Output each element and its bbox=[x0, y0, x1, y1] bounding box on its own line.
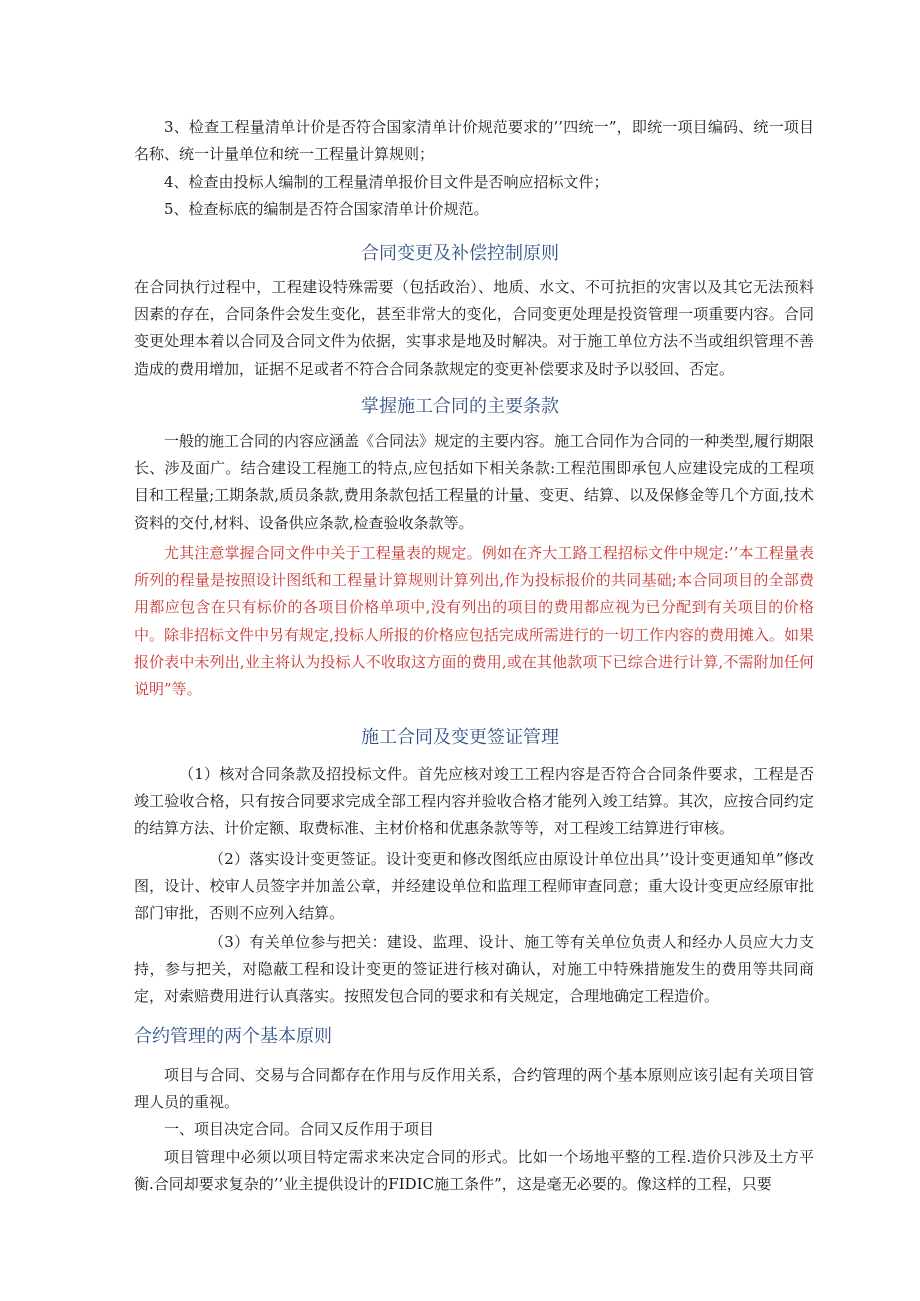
section-heading-main-clauses: 掌握施工合同的主要条款 bbox=[361, 396, 559, 417]
section-contract-change-body: 在合同执行过程中，工程建设特殊需要（包括政治）、地质、水文、不可抗拒的灾害以及其它无法预料因素的存在，合同条件会发生变化，甚至非常大的变化，合同变更处理是投资管理一项重要内容。合同变更处理本着以合同及合同文件为依据，实事求是地及时解决。对于施工单位方法不当或组织管理不善造成的费用增加，证据不足或者不符合合同条款规定的变更补偿要求及时予以驳回、否定。 bbox=[134, 278, 814, 378]
two-principles-intro: 项目与合同、交易与合同都存在作用与反作用关系，合约管理的两个基本原则应该引起有关项目管理人员的重视。 bbox=[134, 1066, 814, 1112]
change-visa-item-2: （2）落实设计变更签证。设计变更和修改图纸应由原设计单位出具’’设计变更通知单”修改图，设计、校审人员签字并加盖公章，并经建设单位和监理工程师审查同意；重大设计变更应经原审批部门审批，否则不应列入结算。 bbox=[134, 850, 814, 923]
two-principles-body: 项目管理中必须以项目特定需求来决定合同的形式。比如一个场地平整的工程.造价只涉及土方平衡.合同却要求复杂的’’业主提供设计的FIDIC施工条件”，这是毫无必要的。像这样的工程，只要 bbox=[134, 1148, 814, 1194]
two-principles-point-1: 一、项目决定合同。合同又反作用于项目 bbox=[164, 1120, 435, 1138]
section-heading-two-principles: 合约管理的两个基本原则 bbox=[134, 1026, 332, 1047]
section-main-clauses-body: 一般的施工合同的内容应涵盖《合同法》规定的主要内容。施工合同作为合同的一种类型,履行期限长、涉及面广。结合建设工程施工的特点,应包括如下相关条款:工程范围即承包人应建设完成的工程项目和工程量;工期条款,质员条款,费用条款包括工程量的计量、变更、结算、以及保修金等几个方面,技术资料的交付,材料、设备供应条款,检查验收条款等。 bbox=[134, 432, 814, 532]
section-heading-contract-change: 合同变更及补偿控制原则 bbox=[361, 243, 559, 264]
section-main-clauses-note: 尤其注意掌握合同文件中关于工程量表的规定。例如在齐大工路工程招标文件中规定:’’本工程量表所列的程量是按照设计图纸和工程量计算规则计算列出,作为投标报价的共同基础;本合同项目的全部费用都应包含在只有标价的各项目价格单项中,没有列出的项目的费用都应视为已分配到有关项目的价格中。除非招标文件中另有规定,投标人所报的价格应包括完成所需进行的一切工作内容的费用摊入。如果报价表中未列出,业主将认为投标人不收取这方面的费用,或在其他款项下已综合进行计算,不需附加任何说明”等。 bbox=[134, 544, 814, 699]
change-visa-item-3: （3）有关单位参与把关：建设、监理、设计、施工等有关单位负责人和经办人员应大力支持，参与把关，对隐蔽工程和设计变更的签证进行核对确认，对施工中特殊措施发生的费用等共同商定，对索赔费用进行认真落实。按照发包合同的要求和有关规定，合理地确定工程造价。 bbox=[134, 933, 814, 1006]
change-visa-item-1: （1）核对合同条款及招投标文件。首先应核对竣工工程内容是否符合合同条件要求，工程是否竣工验收合格，只有按合同要求完成全部工程内容并验收合格才能列入竣工结算。其次，应按合同约定的结算方法、计价定额、取费标准、主材价格和优惠条款等等，对工程竣工结算进行审核。 bbox=[134, 765, 814, 838]
list-item-4: 4、检查由投标人编制的工程量清单报价目文件是否响应招标文件； bbox=[164, 173, 609, 191]
list-item-3: 3、检查工程量清单计价是否符合国家清单计价规范要求的’’四统一”，即统一项目编码、统一项目名称、统一计量单位和统一工程量计算规则； bbox=[134, 118, 814, 164]
section-heading-change-visa: 施工合同及变更签证管理 bbox=[361, 727, 559, 748]
list-item-5: 5、检查标底的编制是否符合国家清单计价规范。 bbox=[164, 200, 489, 218]
